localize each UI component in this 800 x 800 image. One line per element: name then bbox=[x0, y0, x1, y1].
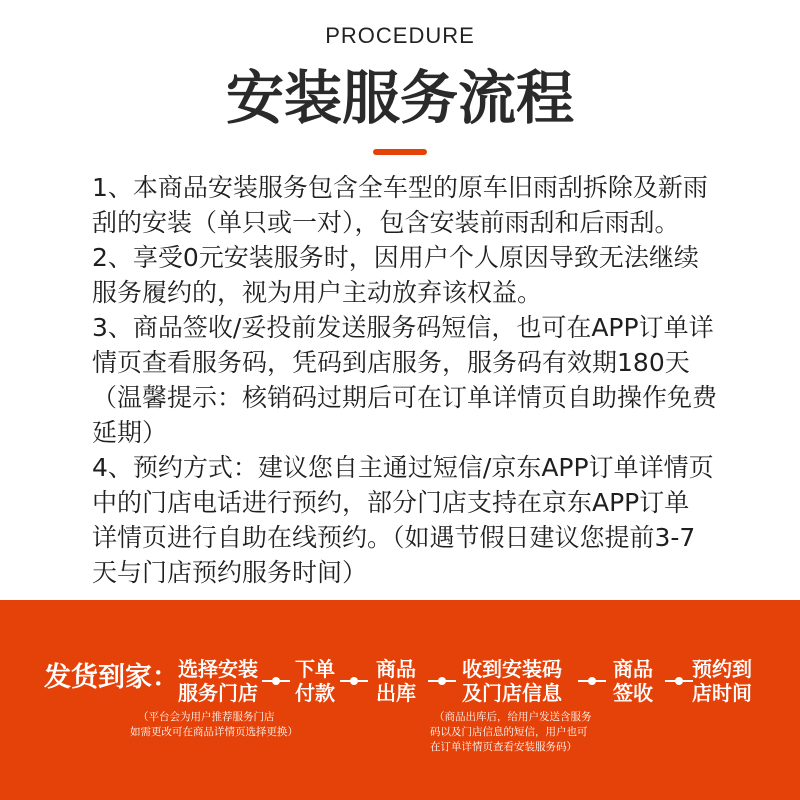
text-line: 天与门店预约服务时间） bbox=[92, 558, 368, 587]
note-line: 如需更改可在商品详情页选择更换） bbox=[130, 726, 298, 738]
step-line: 服务门店 bbox=[178, 681, 258, 705]
step-line: 收到安装码 bbox=[462, 657, 562, 681]
text-line: 刮的安装（单只或一对），包含安装前雨刮和后雨刮。 bbox=[92, 208, 680, 237]
text-line: 3、商品签收/妥投前发送服务码短信，也可在APP订单详 bbox=[92, 313, 714, 342]
page-title: 安装服务流程 bbox=[225, 64, 574, 132]
text-line: 延期） bbox=[92, 418, 168, 447]
note-store-recommendation bbox=[130, 710, 298, 740]
note-line: （商品出库后，给用户发送含服务 bbox=[434, 711, 592, 723]
text-line: 服务履约的，视为用户主动放弃该权益。 bbox=[92, 278, 543, 307]
flow-step-receive-code bbox=[462, 657, 562, 705]
flow-step-pay bbox=[295, 657, 335, 705]
flow-step-select-store bbox=[178, 657, 258, 705]
subtitle: PROCEDURE bbox=[325, 23, 475, 48]
text-line: 情页查看服务码，凭码到店服务，服务码有效期180天 bbox=[92, 348, 690, 377]
step-line: 签收 bbox=[613, 681, 653, 705]
note-line: 码以及门店信息的短信，用户也可 bbox=[430, 726, 588, 738]
step-line: 出库 bbox=[376, 681, 416, 705]
flow-step-shipped bbox=[376, 657, 416, 705]
separator-connector-icon bbox=[428, 680, 456, 682]
separator-connector-icon bbox=[262, 680, 290, 682]
separator-connector-icon bbox=[578, 680, 606, 682]
text-line: 1、本商品安装服务包含全车型的原车旧雨刮拆除及新雨 bbox=[92, 173, 708, 202]
text-line: 2、享受0元安装服务时，因用户个人原因导致无法继续 bbox=[92, 243, 699, 272]
step-line: 及门店信息 bbox=[462, 681, 562, 705]
separator-connector-icon bbox=[340, 680, 368, 682]
separator-connector-icon bbox=[665, 680, 693, 682]
step-line: 付款 bbox=[295, 681, 335, 705]
text-line: 4、预约方式：建议您自主通过短信/京东APP订单详情页 bbox=[92, 453, 714, 482]
note-line: （平台会为用户推荐服务门店 bbox=[138, 711, 275, 723]
step-line: 店时间 bbox=[692, 681, 752, 705]
text-line: 中的门店电话进行预约，部分门店支持在京东APP订单 bbox=[92, 488, 690, 517]
flow-step-signed bbox=[613, 657, 653, 705]
note-line: 在订单详情页查看安装服务码） bbox=[430, 741, 577, 753]
flow-label: 发货到家： bbox=[44, 662, 179, 693]
step-line: 商品 bbox=[376, 657, 416, 681]
note-code-sms bbox=[430, 710, 592, 755]
step-line: 商品 bbox=[613, 657, 653, 681]
text-line: （温馨提示：核销码过期后可在订单详情页自助操作免费 bbox=[92, 383, 718, 412]
step-line: 预约到 bbox=[692, 657, 752, 681]
step-line: 下单 bbox=[295, 657, 335, 681]
title-underline-divider bbox=[373, 149, 427, 155]
procedure-description bbox=[92, 170, 732, 590]
step-line: 选择安装 bbox=[178, 657, 258, 681]
text-line: 详情页进行自助在线预约。（如遇节假日建议您提前3-7 bbox=[92, 523, 696, 552]
flow-step-book-appointment bbox=[692, 657, 752, 705]
